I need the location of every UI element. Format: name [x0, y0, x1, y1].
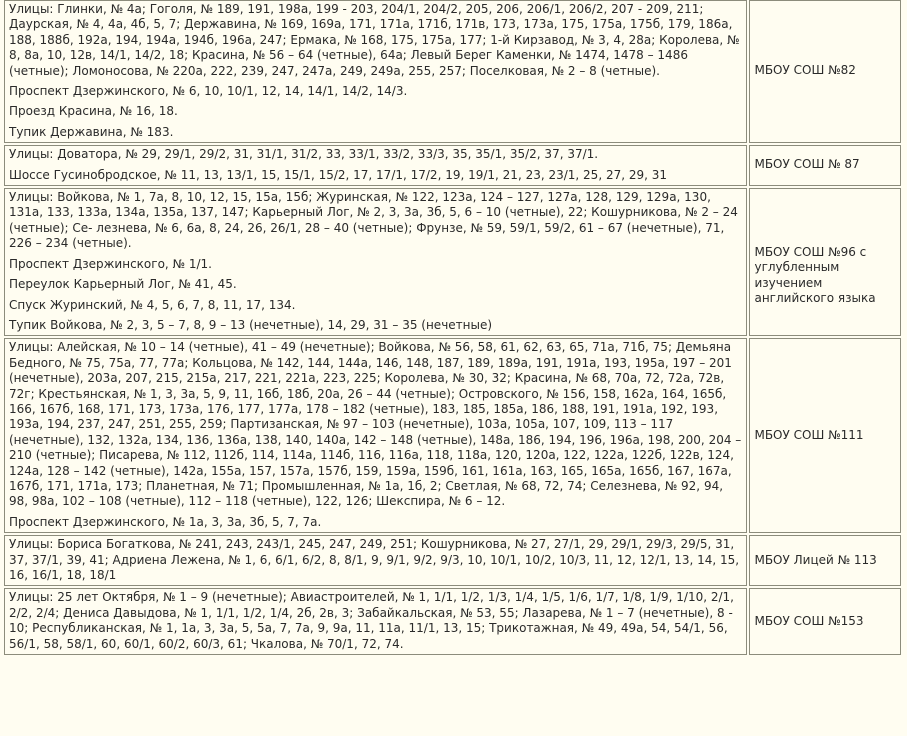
school-cell: МБОУ СОШ №153: [749, 588, 901, 655]
table-row: [4, 0, 901, 143]
street-line: Улицы: Доватора, № 29, 29/1, 29/2, 31, 31/1, 31/2, 33, 33/1, 33/2, 33/3, 35, 35/1, 35/2, 37, 37/1.: [9, 147, 599, 162]
street-line: Шоссе Гусинобродское, № 11, 13, 13/1, 15, 15/1, 15/2, 17, 17/1, 17/2, 19, 19/1, 21, 23, 23/1, 25, 27, 29, 31: [9, 167, 668, 182]
street-line: Тупик Войкова, № 2, 3, 5 – 7, 8, 9 – 13 (нечетные), 14, 29, 31 – 35 (нечетные): [9, 317, 493, 332]
school-cell: МБОУ Лицей № 113: [749, 535, 901, 586]
street-line: Проспект Дзержинского, № 1а, 3, 3а, 3б, 5, 7, 7а.: [9, 514, 322, 529]
school-cell: МБОУ СОШ №96 с углубленным изучением английского языка: [749, 188, 901, 336]
street-line: Улицы: Алейская, № 10 – 14 (четные), 41 – 49 (нечетные); Войкова, № 56, 58, 61, 62, 63, 65, 71а, 71б, 75; Демьяна Бедного, № 75, 75а, 77, 77а; Кольцова, № 142, 144, 144а, 146, 148, 187, 189, 189а, 191, 191а, 193, 195а, 197 – 201 (нечетные), 203а, 207, 215, 215а, 217, 221, 221а, 223, 225; Королева, № 30, 32; Красина, № 68, 70а, 72, 72а, 72в, 72г; Крестьянская, № 1, 3, 3а, 5, 9, 11, 16б, 18б, 20а, 26 – 44 (четные); Островского, № 156, 158, 162а, 164, 165б, 166, 167б, 168, 171, 173, 173а, 176, 177, 177а, 178 – 182 (четные), 183, 185, 185а, 186, 188, 191, 191а, 192, 193, 193а, 194, 237, 247, 251, 255, 259; Партизанская, № 97 – 103 (нечетные), 103а, 105а, 107, 109, 113 – 117 (нечетные), 132, 132а, 134, 136, 136а, 138, 140, 140а, 142 – 148 (четные), 148а, 186, 194, 196, 196а, 198, 200, 204 – 210 (четные); Писарева, № 112, 112б, 114, 114а, 114б, 116, 116а, 118, 118а, 120, 120а, 122, 122а, 122б, 122в, 124, 124а, 128 – 142 (четные), 142а, 155а, 157, 157а, 157б, 159, 159а, 159б, 161, 161а, 163, 165, 165а, 165б, 167, 167а, 167б, 171, 171а, 173; Планетная, № 71; Промышленная, № 1а, 1б, 2; Светлая, № 68, 72, 74; Селезнева, № 92, 94, 98, 98а, 102 – 108 (четные), 112 – 118 (четные), 122, 126; Шекспира, № 6 – 12.: [9, 340, 742, 509]
table-row: [4, 145, 901, 186]
street-line: Проезд Красина, № 16, 18.: [9, 104, 178, 119]
street-line: Проспект Дзержинского, № 6, 10, 10/1, 12, 14, 14/1, 14/2, 14/3.: [9, 84, 408, 99]
street-line: Улицы: Войкова, № 1, 7а, 8, 10, 12, 15, 15а, 15б; Журинская, № 122, 123а, 124 – 127, 127а, 128, 129, 129а, 130, 131а, 133, 133а, 134а, 135а, 137, 147; Карьерный Лог, № 2, 3, 3а, 3б, 5, 6 – 10 (четные), 22; Кошурникова, № 2 – 24 (четные); Се- лезнева, № 6, 6а, 8, 24, 26, 26/1, 28 – 40 (четные); Фрунзе, № 59, 59/1, 59/2, 61 – 67 (нечетные), 71, 226 – 234 (четные).: [9, 190, 738, 251]
school-cell: МБОУ СОШ №111: [749, 338, 901, 533]
street-line: Проспект Дзержинского, № 1/1.: [9, 256, 212, 271]
streets-cell: [4, 145, 747, 186]
streets-cell: [4, 338, 747, 533]
street-line: Улицы: 25 лет Октября, № 1 – 9 (нечетные); Авиастроителей, № 1, 1/1, 1/2, 1/3, 1/4, 1/5, 1/6, 1/7, 1/8, 1/9, 1/10, 2/1, 2/2, 2/4; Дениса Давыдова, № 1, 1/1, 1/2, 1/4, 2б, 2в, 3; Забайкальская, № 53, 55; Лазарева, № 1 – 7 (нечетные), 8 - 10; Республиканская, № 1, 1а, 3, 3а, 5, 5а, 7, 7а, 9, 9а, 11, 11а, 11/1, 13, 15; Трикотажная, № 49, 49а, 54, 54/1, 56, 56/1, 58, 58/1, 60, 60/1, 60/2, 60/3, 61; Чкалова, № 70/1, 72, 74.: [9, 590, 734, 651]
street-line: Улицы: Бориса Богаткова, № 241, 243, 243/1, 245, 247, 249, 251; Кошурникова, № 27, 27/1, 29, 29/1, 29/3, 29/5, 31, 37, 37/1, 39, 41; Адриена Лежена, № 1, 6, 6/1, 6/2, 8, 8/1, 9, 9/1, 9/2, 9/3, 10, 10/1, 10/2, 10/3, 11, 12, 12/1, 13, 14, 15, 16, 16/1, 18, 18/1: [9, 537, 740, 582]
table-row: [4, 588, 901, 655]
school-cell: МБОУ СОШ № 87: [749, 145, 901, 186]
streets-cell: [4, 0, 747, 143]
table-row: [4, 535, 901, 586]
street-line: Спуск Журинский, № 4, 5, 6, 7, 8, 11, 17, 134.: [9, 297, 296, 312]
streets-cell: [4, 588, 747, 655]
school-cell: МБОУ СОШ №82: [749, 0, 901, 143]
school-district-table: [2, 0, 903, 657]
street-line: Тупик Державина, № 183.: [9, 124, 174, 139]
streets-cell: [4, 535, 747, 586]
street-line: Улицы: Глинки, № 4а; Гоголя, № 189, 191, 198а, 199 - 203, 204/1, 204/2, 205, 206, 206/1, 206/2, 207 - 209, 211; Даурская, № 4, 4а, 4б, 5, 7; Державина, № 169, 169а, 171, 171а, 171б, 171в, 173, 173а, 175, 175а, 175б, 179, 186а, 188, 188б, 192а, 194, 194а, 194б, 196а, 247; Ермака, № 168, 175, 175а, 177; 1-й Кирзавод, № 3, 4, 28а; Королева, № 8, 8а, 10, 12в, 14/1, 14/2, 18; Красина, № 56 – 64 (четные), 64а; Левый Берег Каменки, № 1474, 1478 – 1486 (четные); Ломоносова, № 220а, 222, 239, 247, 247а, 249, 249а, 255, 257; Поселковая, № 2 – 8 (четные).: [9, 2, 740, 78]
table-row: [4, 188, 901, 336]
table-row: [4, 338, 901, 533]
streets-cell: [4, 188, 747, 336]
street-line: Переулок Карьерный Лог, № 41, 45.: [9, 277, 237, 292]
